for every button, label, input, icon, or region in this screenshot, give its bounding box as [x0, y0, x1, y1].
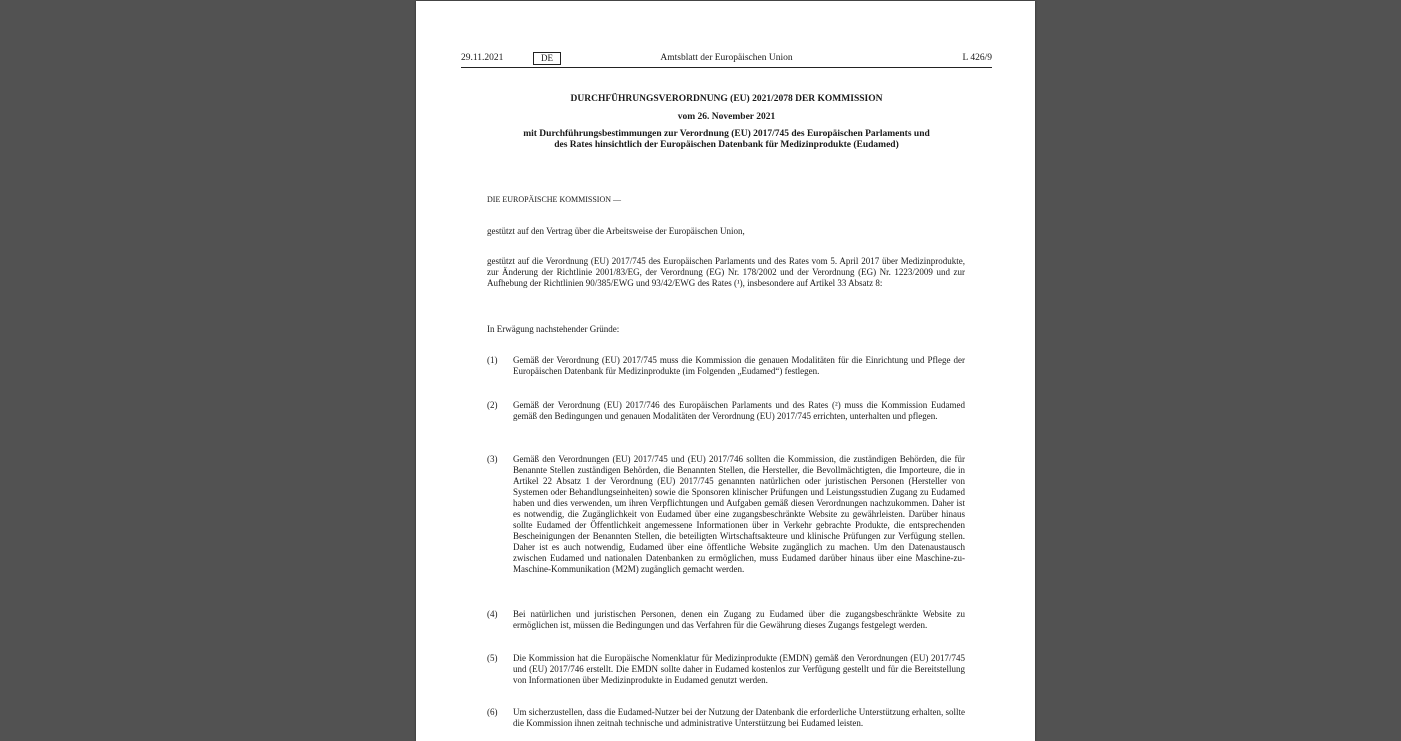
page-reference: L 426/9	[962, 53, 992, 63]
recital-text: Bei natürlichen und juristischen Personen, denen ein Zugang zu Eudamed über die zugangsbeschränkte Website zu ermöglichen ist, müssen die Bedingungen und das Verfahren für die Gewährung dieses Zugangs festgelegt werden.	[513, 609, 965, 630]
recital-text: Gemäß den Verordnungen (EU) 2017/745 und (EU) 2017/746 sollten die Kommission, die zuständigen Behörden, die für Benannte Stellen zuständigen Behörden, die Benannten Stellen, die Hersteller, die Bevollmächtigten, die Importeure, die in Artikel 22 Absatz 1 der Verordnung (EU) 2017/745 genannten natürlichen oder juristischen Personen (Hersteller von Systemen oder Behandlungseinheiten) sowie die Sponsoren klinischer Prüfungen und Leistungsstudien Zugang zu Eudamed haben und dies verwenden, um ihren Verpflichtungen und Aufgaben gemäß diesen Verordnungen nachzukommen. Daher ist es notwendig, die Zugänglichkeit von Eudamed über eine zugangsbeschränkte Website zu gewährleisten. Darüber hinaus sollte Eudamed der Öffentlichkeit angemessene Informationen über in Verkehr gebrachte Produkte, die entsprechenden Bescheinigungen der Benannten Stellen, die beteiligten Wirtschaftsakteure und klinische Prüfungen zur Verfügung stellen. Daher ist es auch notwendig, Eudamed über eine öffentliche Website zugänglich zu machen. Um den Datenaustausch zwischen Eudamed und nationalen Datenbanken zu ermöglichen, muss Eudamed darüber hinaus über eine Maschine-zu-Maschine-Kommunikation (M2M) zugänglich gemacht werden.	[513, 454, 965, 574]
document-title: DURCHFÜHRUNGSVERORDNUNG (EU) 2021/2078 DER KOMMISSION	[570, 94, 883, 104]
recital-text: Gemäß der Verordnung (EU) 2017/745 muss die Kommission die genauen Modalitäten für die Einrichtung und Pflege der Europäischen Datenbank für Medizinprodukte (im Folgenden „Eudamed“) festlegen.	[513, 355, 965, 376]
preamble-commission: DIE EUROPÄISCHE KOMMISSION —	[487, 195, 622, 204]
language-badge: DE	[533, 52, 561, 65]
subtitle-line-2: des Rates hinsichtlich der Europäischen Datenbank für Medizinprodukte (Eudamed)	[554, 140, 899, 150]
publication-date: 29.11.2021	[461, 53, 504, 63]
recital-number: (3)	[487, 454, 498, 464]
preamble-citation-treaty: gestützt auf den Vertrag über die Arbeitsweise der Europäischen Union,	[487, 226, 745, 236]
document-subtitle	[461, 129, 992, 151]
document-page[interactable]	[416, 1, 1035, 741]
subtitle-line-1: mit Durchführungsbestimmungen zur Verordnung (EU) 2017/745 des Europäischen Parlaments und	[523, 129, 930, 139]
journal-name: Amtsblatt der Europäischen Union	[660, 53, 793, 63]
recital-number: (4)	[487, 609, 498, 619]
recital-number: (5)	[487, 653, 498, 663]
page-header	[461, 53, 992, 67]
recital-number: (1)	[487, 355, 498, 365]
preamble-citation-regulation: gestützt auf die Verordnung (EU) 2017/745 des Europäischen Parlaments und des Rates vom 5. April 2017 über Medizinprodukte, zur Änderung der Richtlinie 2001/83/EG, der Verordnung (EG) Nr. 178/2002 und der Verordnung (EG) Nr. 1223/2009 und zur Aufhebung der Richtlinien 90/385/EWG und 93/42/EWG des Rates (¹), insbesondere auf Artikel 33 Absatz 8:	[487, 256, 965, 288]
recital-text: Um sicherzustellen, dass die Eudamed-Nutzer bei der Nutzung der Datenbank die erforderliche Unterstützung erhalten, sollte die Kommission ihnen zeitnah technische und administrative Unterstützung bei Eudamed leisten.	[513, 707, 965, 728]
recital-text: Gemäß der Verordnung (EU) 2017/746 des Europäischen Parlaments und des Rates (²) muss die Kommission Eudamed gemäß den Bedingungen und genauen Modalitäten der Verordnung (EU) 2017/745 errichten, unterhalten und pflegen.	[513, 400, 965, 421]
header-divider	[461, 67, 992, 68]
recital-number: (2)	[487, 400, 498, 410]
document-date-line: vom 26. November 2021	[677, 112, 776, 122]
preamble-whereas: In Erwägung nachstehender Gründe:	[487, 324, 620, 334]
recital-number: (6)	[487, 707, 498, 717]
recital-text: Die Kommission hat die Europäische Nomenklatur für Medizinprodukte (EMDN) gemäß den Verordnungen (EU) 2017/745 und (EU) 2017/746 erstellt. Die EMDN sollte daher in Eudamed kostenlos zur Verfügung gestellt und für die Bereitstellung von Informationen über Medizinprodukte in Eudamed genutzt werden.	[513, 653, 965, 685]
